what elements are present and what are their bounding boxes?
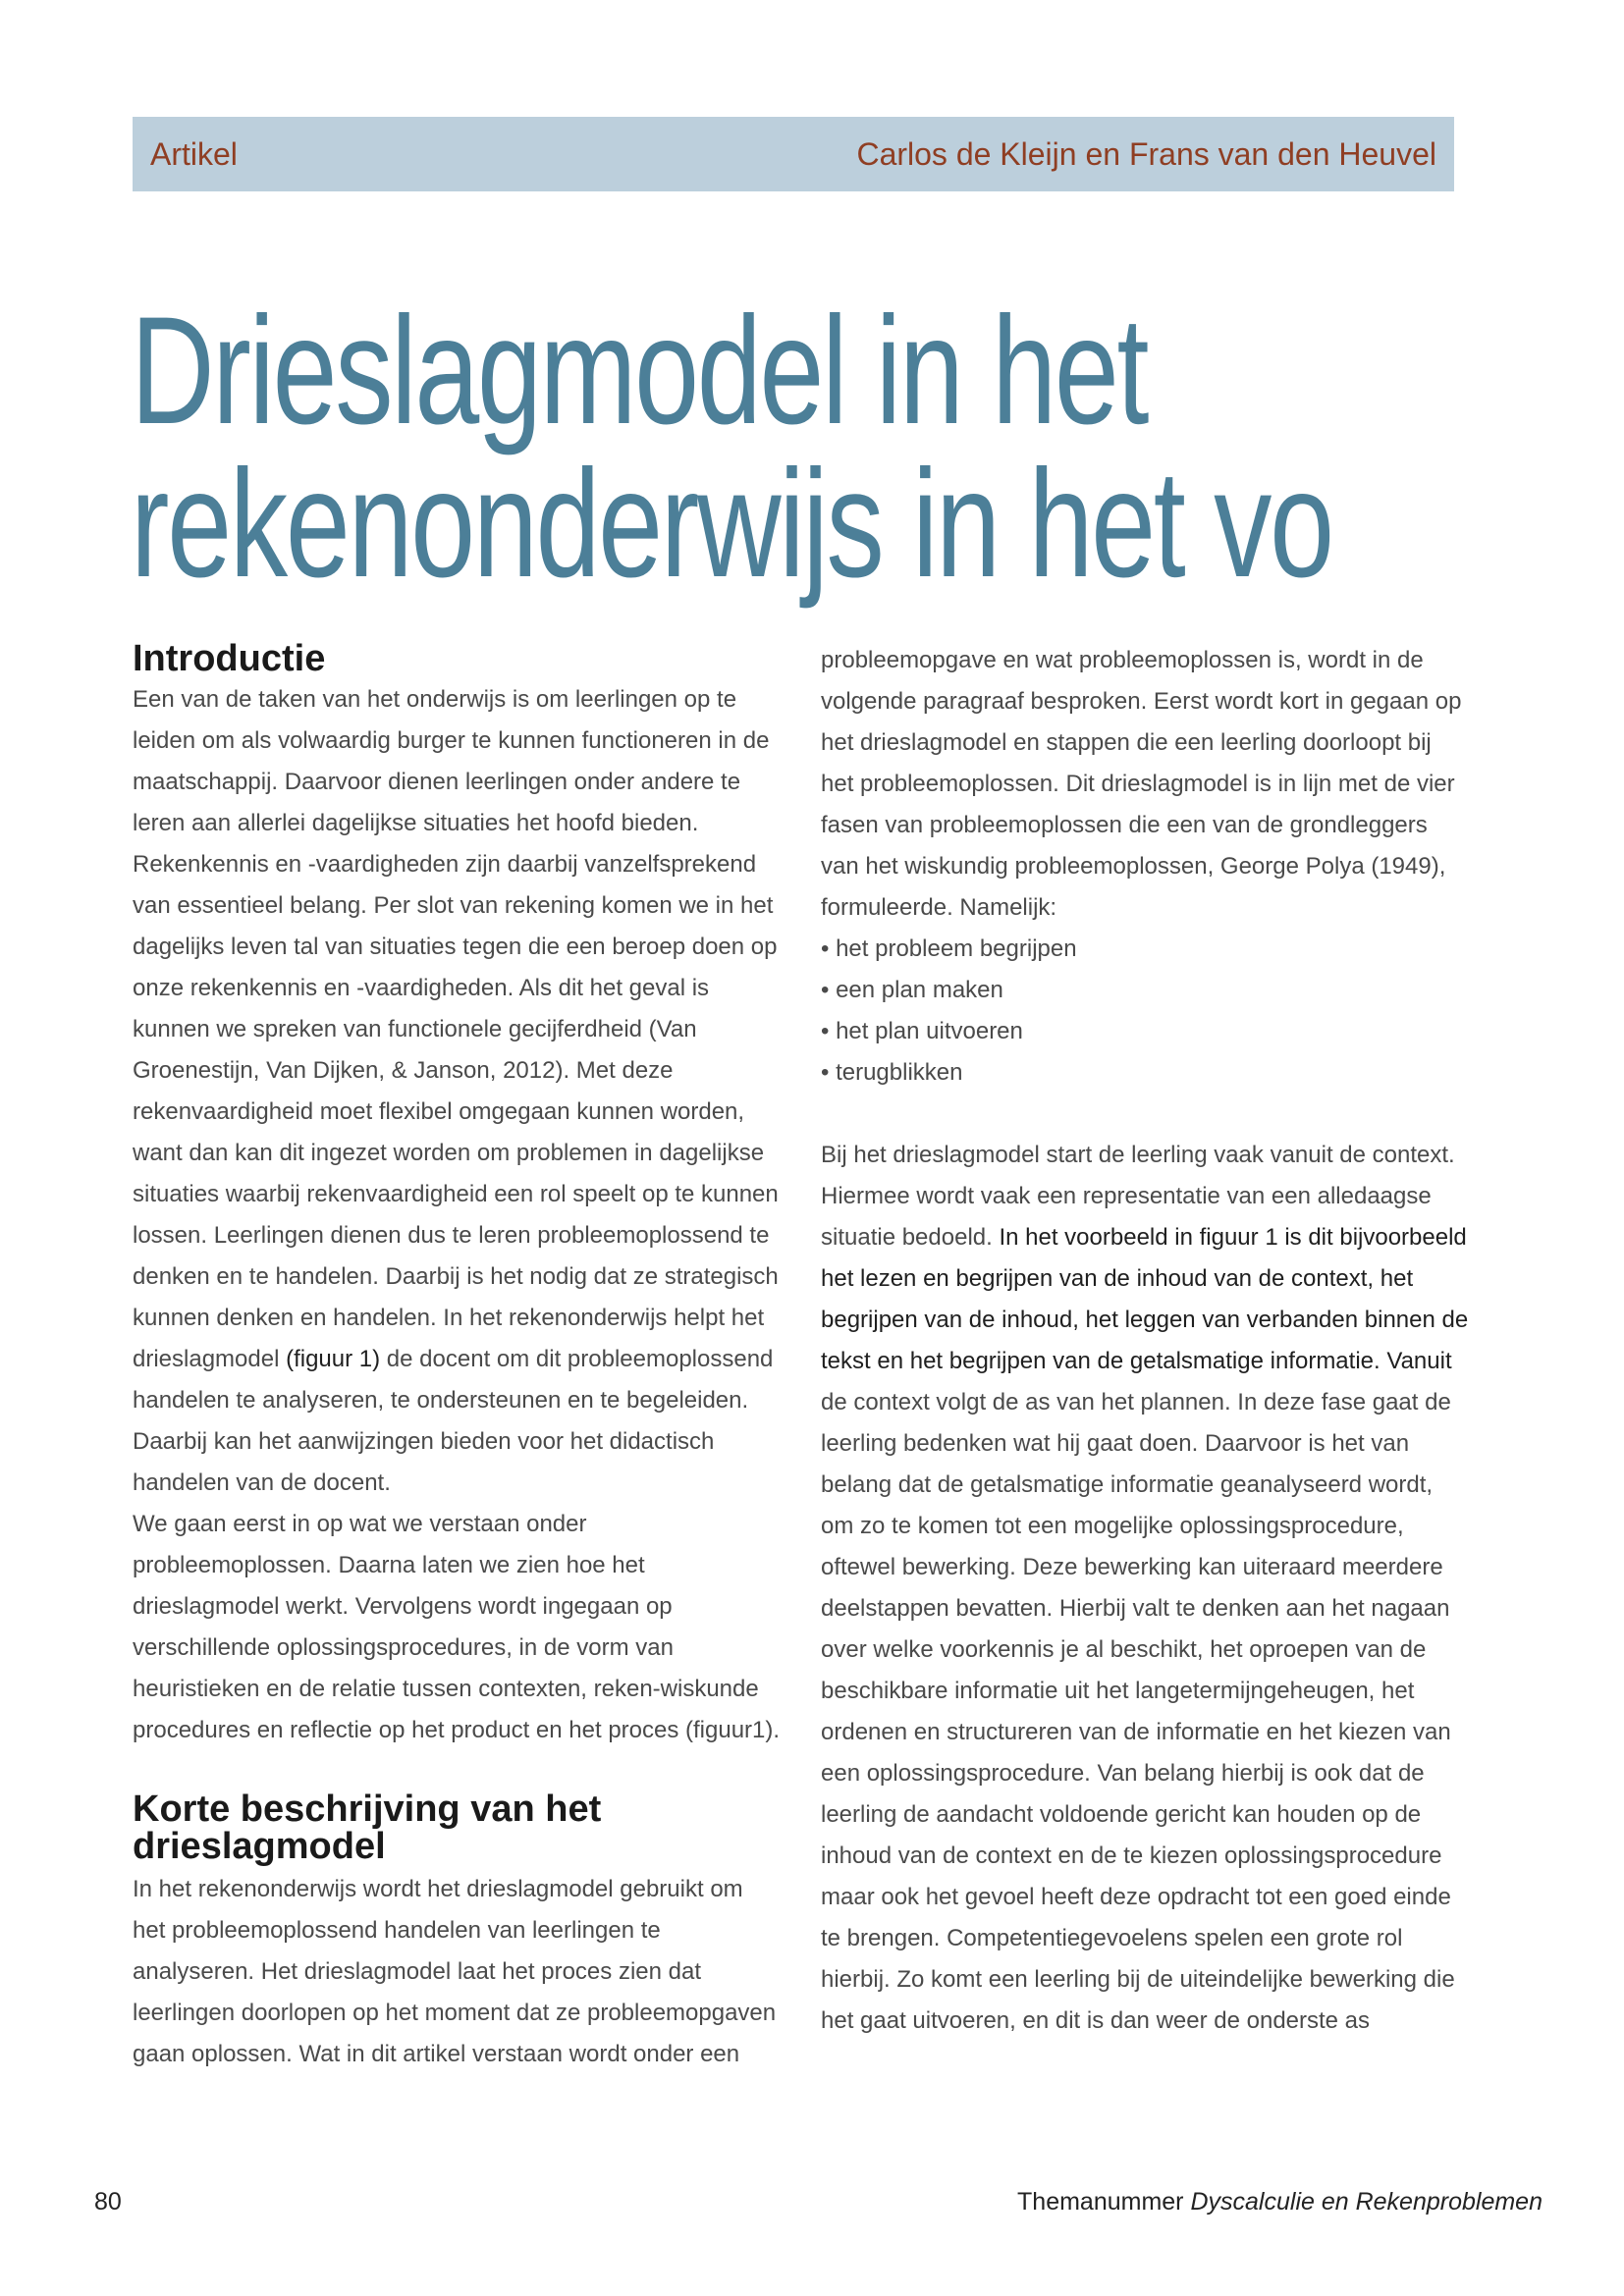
- page-number: 80: [94, 2188, 122, 2216]
- figure-reference: (figuur 1): [286, 1346, 381, 1372]
- intro-paragraph-2: We gaan eerst in op wat we verstaan onder probleemoplossen. Daarna laten we zien hoe het drieslagmodel werkt. Vervolgens wordt ingegaan op verschillende oplossingsprocedures, in de vorm van heuristieken en de relatie tussen contexten, reken-wiskunde procedures en reflectie op het product en het proces (figuur1).: [133, 1511, 781, 1743]
- journal-footer: [1017, 2188, 1543, 2216]
- list-item: • het probleem begrijpen: [821, 935, 1077, 962]
- intro-heading: Introductie: [133, 638, 326, 679]
- intro-paragraph-1-end: de docent om dit probleemoplossend handelen te analyseren, te ondersteunen en te begeleiden. Daarbij kan het aanwijzingen bieden voor het didactisch handelen van de docent.: [133, 1346, 774, 1496]
- article-title: [131, 286, 1332, 610]
- right-paragraph-2-start: Bij het drieslagmodel start de leerling vaak vanuit de context. Hiermee wordt vaak een representatie van een alledaagse situatie bedoeld.: [821, 1142, 1455, 1251]
- right-column: [821, 640, 1469, 2042]
- list-item: • het plan uitvoeren: [821, 1018, 1023, 1044]
- header-bar: [133, 117, 1454, 191]
- journal-title: Dyscalculie en Rekenproblemen: [1190, 2188, 1543, 2216]
- intro-paragraph-1-text: Een van de taken van het onderwijs is om leerlingen op te leiden om als volwaardig burger te kunnen functioneren in de maatschappij. Daarvoor dienen leerlingen onder andere te leren aan allerlei dagelijkse situaties het hoofd bieden. Rekenkennis en -vaardigheden zijn daarbij vanzelfsprekend van essentieel belang. Per slot van rekening komen we in het dagelijks leven tal van situaties tegen die een beroep doen op onze rekenkennis en -vaardigheden. Als dit het geval is kunnen we spreken van functionele gecijferdheid (Van Groenestijn, Van Dijken, & Janson, 2012). Met deze rekenvaardigheid moet flexibel omgegaan kunnen worden, want dan kan dit ingezet worden om problemen in dagelijkse situaties waarbij rekenvaardigheid een rol speelt op te kunnen lossen. Leerlingen dienen dus te leren probleemoplossend te denken en te handelen. Daarbij is het nodig dat ze strategisch kunnen denken en handelen. In het rekenonderwijs helpt het drieslagmodel: [133, 686, 779, 1372]
- list-item: • een plan maken: [821, 977, 1003, 1003]
- right-paragraph-2: [821, 1135, 1469, 2042]
- journal-prefix: Themanummer: [1017, 2188, 1191, 2216]
- title-line-1: Drieslagmodel in het: [131, 286, 1148, 456]
- right-paragraph-2-end: de context volgt de as van het plannen. In deze fase gaat de leerling bedenken wat hij gaat doen. Daarvoor is het van belang dat de getalsmatige informatie geanalyseerd wordt, om zo te komen tot een mogelijke oplossingsprocedure, oftewel bewerking. Deze bewerking kan uiteraard meerdere deelstappen bevatten. Hierbij valt te denken aan het nagaan over welke voorkennis je al beschikt, het oproepen van de beschikbare informatie uit het langetermijngeheugen, het ordenen en structureren van de informatie en het kiezen van een oplossingsprocedure. Van belang hierbij is ook dat de leerling de aandacht voldoende gericht kan houden op de inhoud van de context en de te kiezen oplossingsprocedure maar ook het gevoel heeft deze opdracht tot een goed einde te brengen. Competentiegevoelens spelen een grote rol hierbij. Zo komt een leerling bij de uiteindelijke bewerking die het gaat uitvoeren, en dit is dan weer de onderste as: [821, 1389, 1455, 2034]
- header-section-label: Artikel: [150, 135, 238, 172]
- list-item: • terugblikken: [821, 1059, 963, 1086]
- left-column: [133, 640, 781, 2075]
- korte-beschrijving-heading: Korte beschrijving van het drieslagmodel: [133, 1789, 602, 1867]
- right-paragraph-2-highlight: In het voorbeeld in figuur 1 is dit bijvoorbeeld het lezen en begrijpen van de inhoud van de context, het begrijpen van de inhoud, het leggen van verbanden binnen de tekst en het begrijpen van de getalsmatige informatie. Vanuit: [821, 1224, 1469, 1374]
- title-line-2: rekenonderwijs in het vo: [131, 439, 1332, 610]
- intro-paragraph-1: [133, 679, 781, 1504]
- korte-paragraph-1: In het rekenonderwijs wordt het drieslagmodel gebruikt om het probleemoplossend handelen van leerlingen te analyseren. Het drieslagmodel laat het proces zien dat leerlingen doorlopen op het moment dat ze probleemopgaven gaan oplossen. Wat in dit artikel verstaan wordt onder een: [133, 1876, 777, 2067]
- right-paragraph-1: probleemopgave en wat probleemoplossen is, wordt in de volgende paragraaf besproken. Eerst wordt kort in gegaan op het drieslagmodel en stappen die een leerling doorloopt bij het probleemoplossen. Dit drieslagmodel is in lijn met de vier fasen van probleemoplossen die een van de grondleggers van het wiskundig probleemoplossen, George Polya (1949), formuleerde. Namelijk:: [821, 647, 1462, 921]
- polya-phase-list: [821, 929, 1469, 1094]
- header-authors: Carlos de Kleijn en Frans van den Heuvel: [856, 135, 1436, 172]
